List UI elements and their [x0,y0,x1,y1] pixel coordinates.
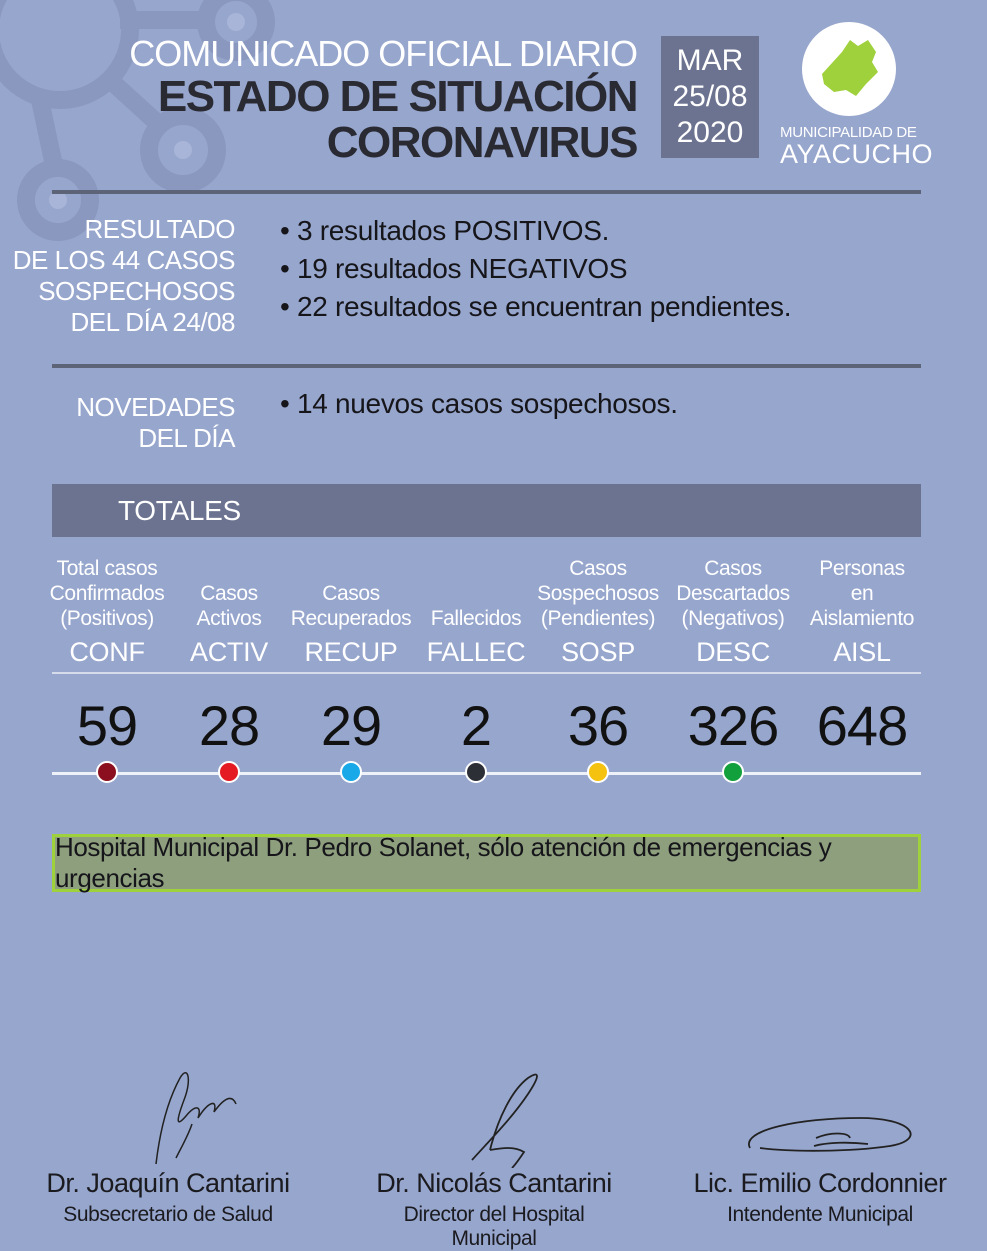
total-abbreviation: SOSP [561,637,635,667]
total-description-line: Aislamiento [809,607,915,630]
total-column [411,556,541,756]
status-color-dot [587,761,609,783]
status-color-dot [340,761,362,783]
status-color-dot [465,761,487,783]
total-description-line: Casos [200,582,258,605]
status-color-dot [218,761,240,783]
total-value: 28 [198,694,260,757]
signature-name: Dr. Joaquín Cantarini [46,1168,290,1198]
total-description-line: (Pendientes) [540,607,656,630]
signature-block [364,1060,624,1251]
total-description [42,556,172,631]
total-abbreviation: CONF [69,637,145,667]
logo-mark [802,22,896,116]
total-description [411,556,541,631]
hospital-banner: Hospital Municipal Dr. Pedro Solanet, sólo atención de emergencias y urgencias [52,834,921,892]
total-description-line: Casos [704,557,762,580]
header-title-line1: ESTADO DE SITUACIÓN [157,72,637,121]
total-description-line: Fallecidos [430,607,522,630]
total-abbreviation: RECUP [304,637,398,667]
total-description [533,556,663,631]
map-icon [802,22,896,116]
total-description-line: Sospechosos [537,582,659,605]
total-description-line: (Positivos) [60,607,154,630]
date-box [661,36,759,158]
totals-header [52,484,921,537]
totals-title: TOTALES [118,495,241,526]
results-item: • 3 resultados POSITIVOS. [280,212,791,250]
results-item: • 22 resultados se encuentran pendientes. [280,288,791,326]
date-year: 2020 [676,116,744,149]
signature-role: Intendente Municipal [727,1203,913,1226]
divider [52,190,921,194]
total-column [533,556,663,756]
signature-block [38,1060,298,1227]
total-description-line: Total casos [56,557,158,580]
total-column [42,556,172,756]
results-label-line: DEL DÍA 24/08 [70,307,235,337]
signature-icon [68,1060,268,1168]
news-label-line: NOVEDADES [76,392,235,422]
total-description-line: Confirmados [49,582,165,605]
logo-line2: AYACUCHO [780,139,934,169]
signature-name: Dr. Nicolás Cantarini [376,1168,612,1198]
results-label [13,214,235,338]
total-description-line: (Negativos) [681,607,785,630]
total-description-line: Activos [196,607,262,630]
total-value: 29 [320,694,382,757]
total-description [286,556,416,631]
header-title-block [129,34,637,166]
date-date: 25/08 [672,80,748,113]
results-list [280,212,791,326]
total-description-line: Recuperados [290,607,412,630]
signature-icon [394,1060,594,1168]
total-value: 326 [687,694,779,757]
total-value: 36 [567,694,629,757]
results-label-line: SOSPECHOSOS [38,276,235,306]
header-title-line2: CORONAVIRUS [326,118,637,167]
total-value: 2 [460,694,492,757]
total-value: 59 [76,694,138,757]
total-description [668,556,798,631]
divider [52,672,921,674]
total-abbreviation: ACTIV [189,637,268,667]
header-subtitle: COMUNICADO OFICIAL DIARIO [129,33,637,74]
results-label-line: RESULTADO [84,214,235,244]
municipality-logo [780,22,934,169]
total-abbreviation: DESC [696,637,770,667]
results-label-line: DE LOS 44 CASOS [12,245,235,275]
signature-icon [720,1060,920,1168]
news-label [76,392,235,454]
total-description [797,556,927,631]
status-color-dot [722,761,744,783]
total-description-line: en [850,582,874,605]
total-description-line: Descartados [676,582,790,605]
total-column [797,556,927,756]
total-description [164,556,294,631]
signature-name: Lic. Emilio Cordonnier [693,1168,947,1198]
logo-line1: MUNICIPALIDAD DE [780,124,917,141]
signature-block [690,1060,950,1227]
total-description-line: Personas [819,557,905,580]
news-list [280,385,678,423]
total-abbreviation: AISL [833,637,891,667]
news-item: • 14 nuevos casos sospechosos. [280,385,678,423]
total-abbreviation: FALLEC [426,637,526,667]
results-item: • 19 resultados NEGATIVOS [280,250,791,288]
divider [52,364,921,368]
total-description-line: Casos [322,582,380,605]
total-value: 648 [816,694,908,757]
signature-role: Director del Hospital Municipal [403,1203,585,1250]
news-label-line: DEL DÍA [138,423,235,453]
signature-role: Subsecretario de Salud [63,1203,273,1226]
total-column [286,556,416,756]
total-column [164,556,294,756]
status-color-dot [96,761,118,783]
date-day: MAR [676,44,744,77]
total-description-line: Casos [569,557,627,580]
total-column [668,556,798,756]
